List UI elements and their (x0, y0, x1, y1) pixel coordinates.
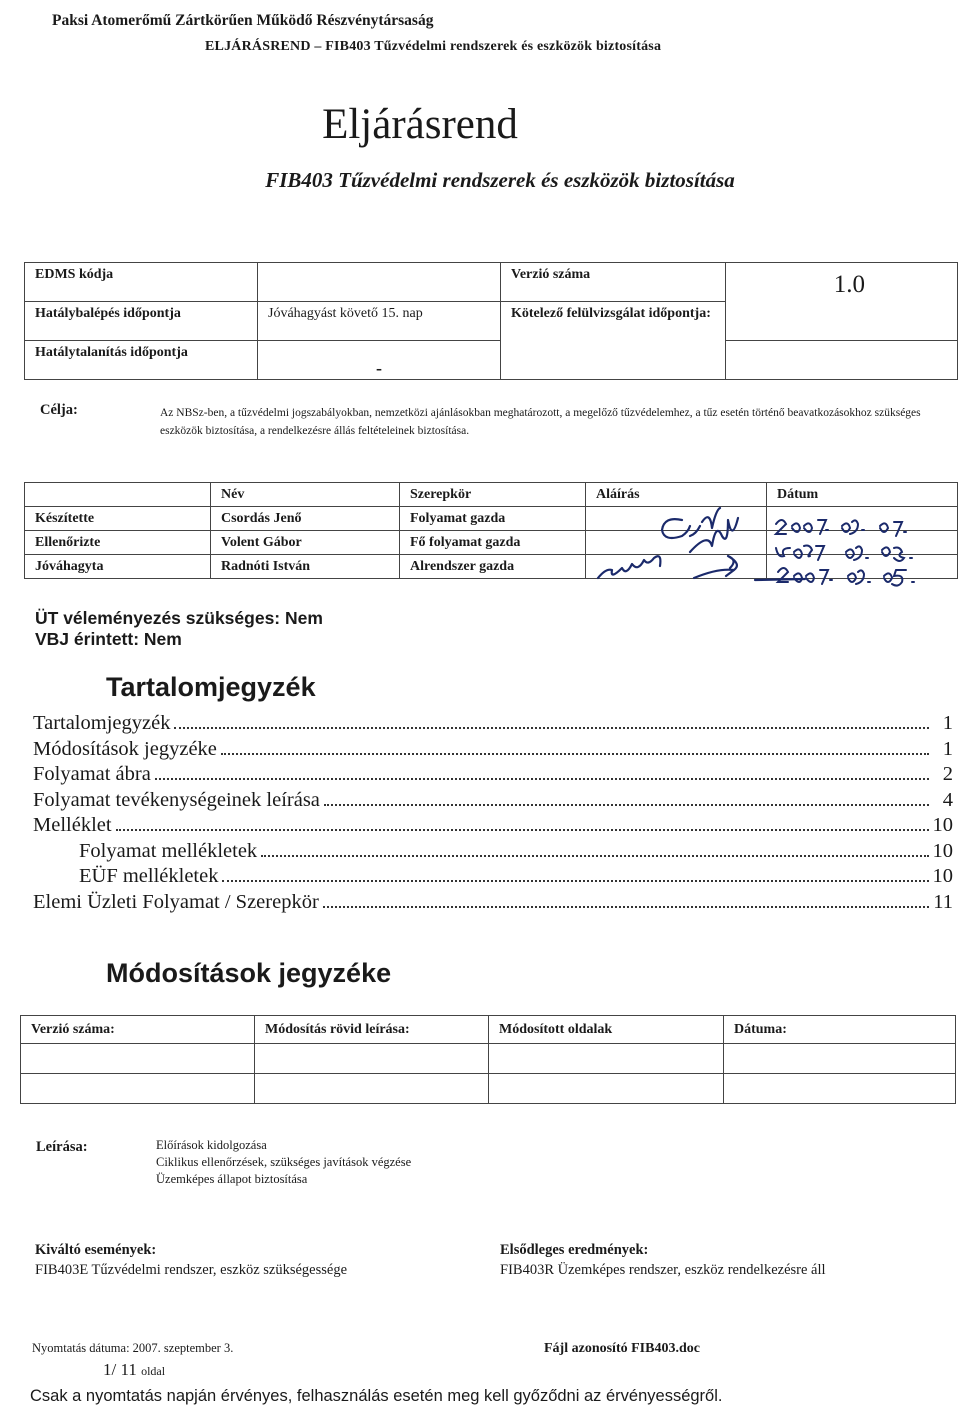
description-label: Leírása: (36, 1139, 88, 1155)
toc-entry-text: Folyamat mellékletek (79, 839, 258, 862)
table-row (21, 1044, 956, 1074)
page-current: 1/ 11 (103, 1360, 137, 1379)
row-name: Volent Gábor (211, 531, 400, 555)
toc-entry-page: 10 (932, 814, 953, 836)
print-date: Nyomtatás dátuma: 2007. szeptember 3. (32, 1341, 234, 1355)
file-id: Fájl azonosító FIB403.doc (544, 1341, 700, 1356)
description-line: Ciklikus ellenőrzések, szükséges javítások végzése (156, 1155, 412, 1169)
description-list (156, 1137, 411, 1188)
toc-entry[interactable] (33, 789, 953, 815)
page-subtitle: FIB403 Tűzvédelmi rendszerek és eszközök biztosítása (265, 168, 735, 192)
row-role: Fő folyamat gazda (400, 531, 586, 555)
toc-entry[interactable] (33, 814, 953, 840)
goal-label: Célja: (40, 402, 78, 418)
review-label: Kötelező felülvizsgálat időpontja: (501, 302, 726, 380)
leader-dots (116, 829, 929, 831)
trigger-text: FIB403E Tűzvédelmi rendszer, eszköz szükségessége (35, 1262, 348, 1278)
table-of-contents (33, 712, 953, 916)
toc-entry-page: 10 (932, 865, 953, 887)
description-line: Előírások kidolgozása (156, 1138, 267, 1152)
meta-table (24, 262, 958, 380)
revoke-label: Hatálytalanítás időpontja (25, 341, 258, 380)
version-header: Verzió száma: (21, 1016, 255, 1044)
signature-cell (586, 531, 767, 555)
toc-entry[interactable] (33, 865, 953, 891)
page-number (103, 1360, 165, 1380)
leader-dots (221, 753, 929, 755)
leader-dots (261, 855, 928, 857)
toc-entry-page: 1 (942, 737, 953, 760)
corner-cell (25, 483, 211, 507)
description-line: Üzemképes állapot biztosítása (156, 1172, 308, 1186)
procedure-line: ELJÁRÁSREND – FIB403 Tűzvédelmi rendszerek és eszközök biztosítása (205, 39, 662, 54)
signature-cell (586, 507, 767, 531)
leader-dots (155, 778, 929, 780)
validity-footer: Csak a nyomtatás napján érvényes, felhasználás esetén meg kell győződni az érvényességről. (30, 1387, 723, 1405)
result-text: FIB403R Üzemképes rendszer, eszköz rendelkezésre áll (500, 1262, 826, 1278)
leader-dots (324, 804, 929, 806)
result-label: Elsődleges eredmények: (500, 1242, 649, 1258)
ut-line: ÜT véleményezés szükséges: Nem (35, 608, 323, 628)
row-label: Készítette (25, 507, 211, 531)
toc-entry-text: Elemi Üzleti Folyamat / Szerepkör (33, 890, 319, 913)
version-label: Verzió száma (501, 263, 726, 302)
toc-entry-text: EÜF mellékletek (79, 865, 219, 887)
toc-entry[interactable] (33, 763, 953, 789)
row-label: Ellenőrizte (25, 531, 211, 555)
table-row (21, 1074, 956, 1104)
pages-header: Módosított oldalak (489, 1016, 724, 1044)
name-header: Név (211, 483, 400, 507)
row-role: Folyamat gazda (400, 507, 586, 531)
signature-header: Aláírás (586, 483, 767, 507)
toc-entry[interactable] (33, 840, 953, 866)
handwritten-date (767, 531, 958, 555)
date-header: Dátum (767, 483, 958, 507)
toc-entry-page: 10 (932, 839, 953, 862)
toc-entry-page: 2 (942, 763, 953, 785)
toc-entry-page: 1 (942, 712, 953, 734)
toc-title: Tartalomjegyzék (106, 672, 316, 702)
toc-entry[interactable] (33, 712, 953, 738)
goal-text: Az NBSz-ben, a tűzvédelmi jogszabályokban, nemzetközi ajánlásokban meghatározott, a megelőző tűzvédelemhez, a tűz esetén történő beavatkozásokhoz szükséges eszközök biztosítása, a rendelkezésre állás feltételeinek biztosítása. (160, 407, 921, 437)
row-name: Radnóti István (211, 555, 400, 579)
date-header: Dátuma: (724, 1016, 956, 1044)
empty-cell (726, 341, 958, 380)
handwritten-date (767, 507, 958, 531)
description-header: Módosítás rövid leírása: (255, 1016, 489, 1044)
company-name: Paksi Atomerőmű Zártkörűen Működő Részvénytársaság (52, 12, 434, 29)
modifications-title: Módosítások jegyzéke (106, 958, 392, 988)
effective-value: Jóváhagyást követő 15. nap (258, 302, 501, 341)
effective-label: Hatálybalépés időpontja (25, 302, 258, 341)
signature-cell (586, 555, 767, 579)
toc-entry-page: 11 (933, 890, 953, 913)
role-header: Szerepkör (400, 483, 586, 507)
edms-value (258, 263, 501, 302)
toc-entry-text: Folyamat tevékenységeinek leírása (33, 788, 320, 811)
toc-entry-text: Módosítások jegyzéke (33, 737, 217, 760)
leader-dots (222, 880, 928, 882)
toc-entry[interactable] (33, 891, 953, 917)
modifications-table (20, 1015, 956, 1104)
revoke-value: - (258, 341, 501, 380)
trigger-label: Kiváltó események: (35, 1242, 157, 1258)
review-status (35, 608, 323, 650)
handwritten-date (767, 555, 958, 579)
page-suffix: oldal (141, 1364, 166, 1378)
vbj-line: VBJ érintett: Nem (35, 629, 182, 649)
toc-entry-text: Melléklet (33, 814, 112, 836)
edms-label: EDMS kódja (25, 263, 258, 302)
leader-dots (323, 906, 929, 908)
toc-entry-text: Tartalomjegyzék (33, 712, 171, 734)
page-title: Eljárásrend (322, 101, 518, 148)
leader-dots (174, 727, 929, 729)
row-role: Alrendszer gazda (400, 555, 586, 579)
approval-table (24, 482, 958, 579)
version-value: 1.0 (726, 263, 958, 341)
toc-entry[interactable] (33, 738, 953, 764)
row-name: Csordás Jenő (211, 507, 400, 531)
toc-entry-page: 4 (942, 788, 953, 811)
toc-entry-text: Folyamat ábra (33, 763, 151, 785)
row-label: Jóváhagyta (25, 555, 211, 579)
